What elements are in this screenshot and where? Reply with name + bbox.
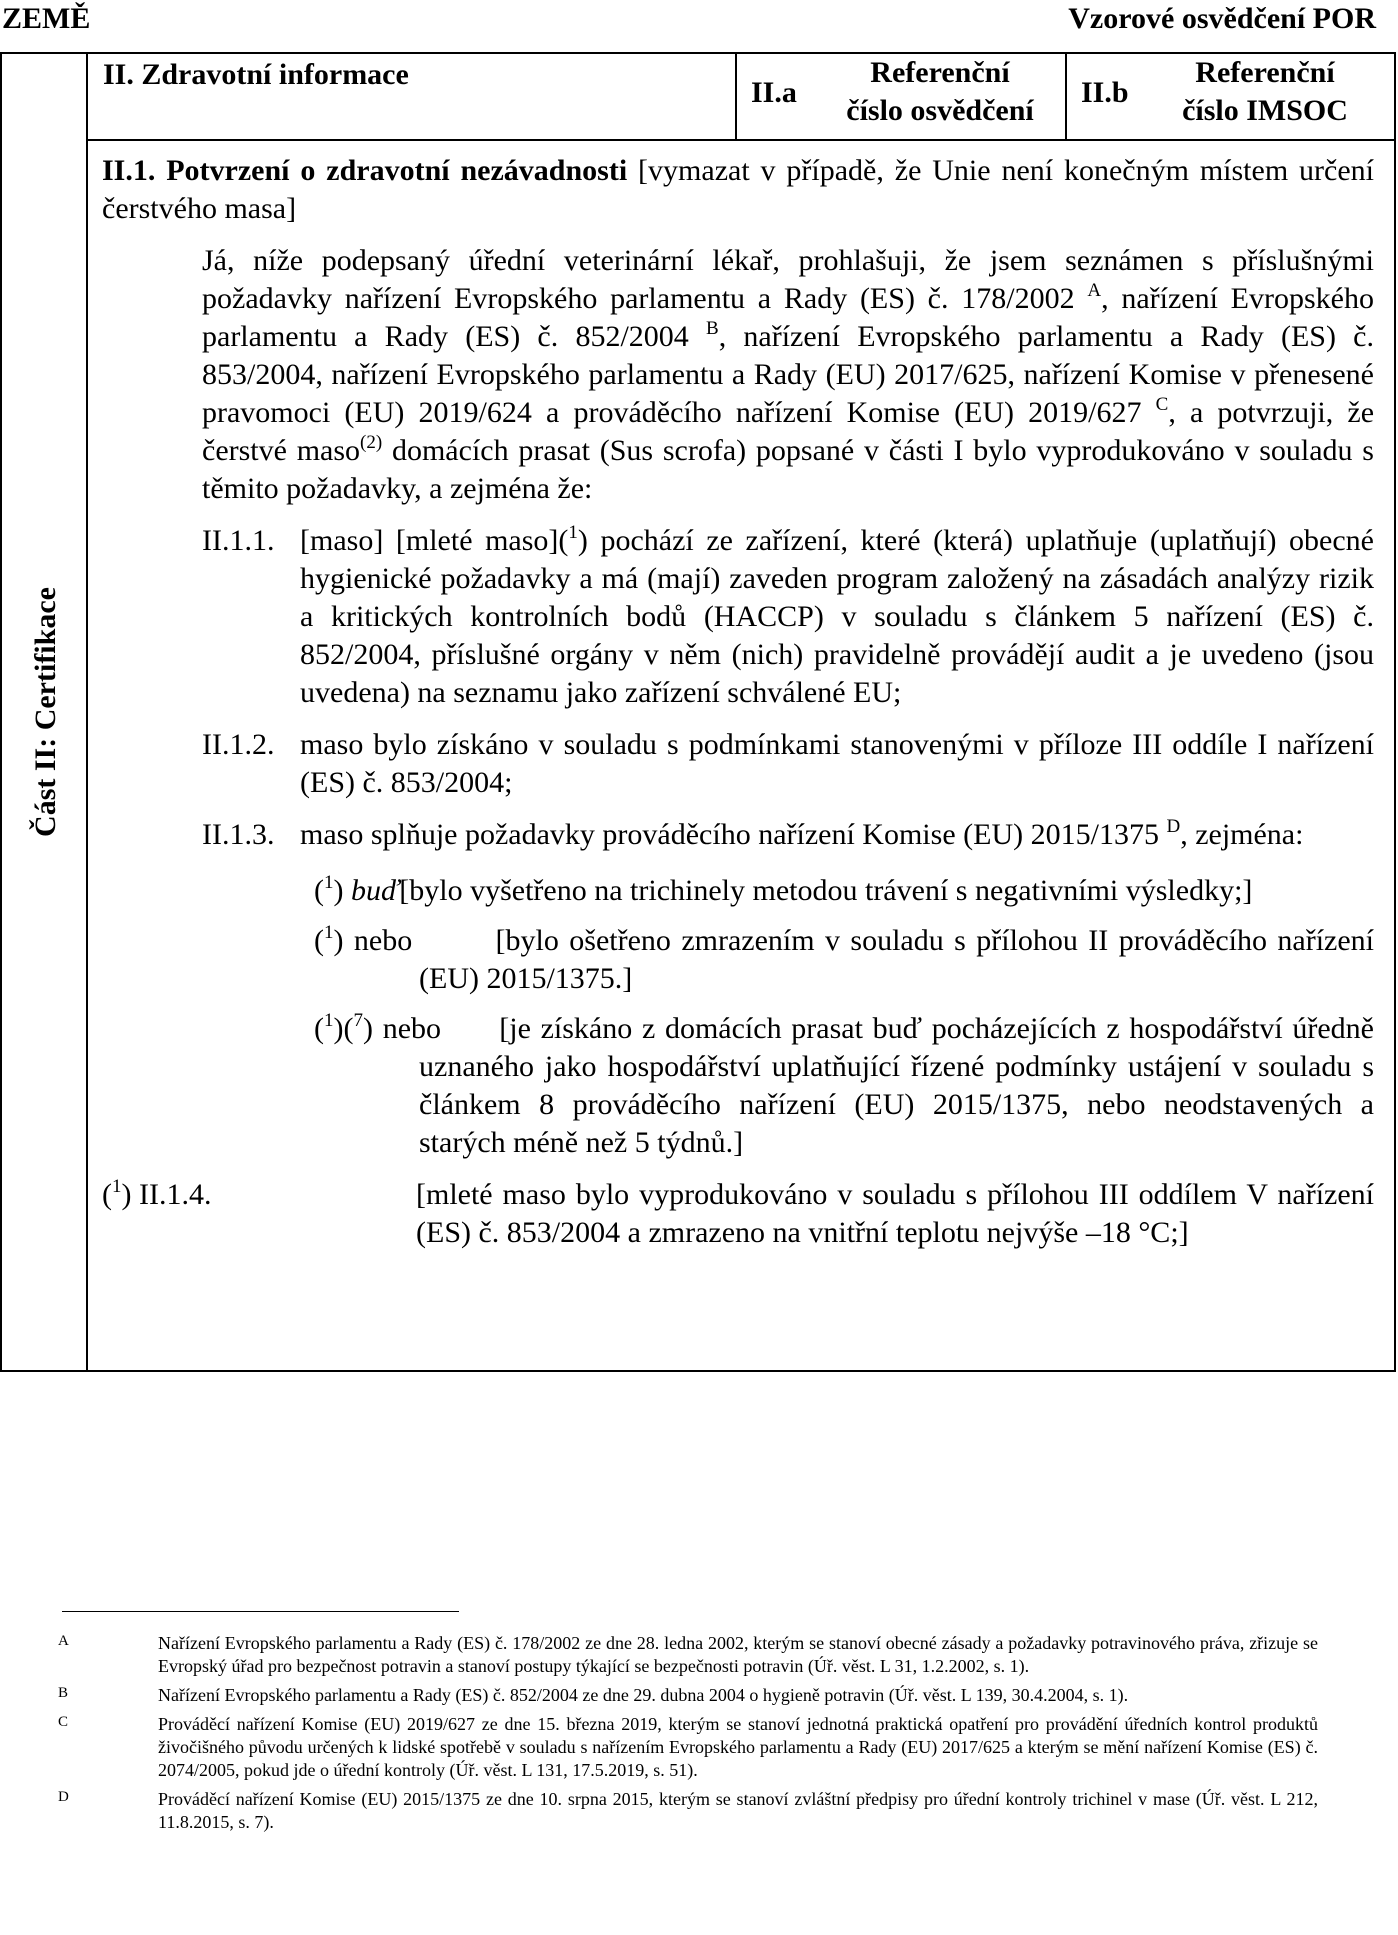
footnote-a xyxy=(0,1632,1398,1678)
option-text: [je získáno z domácích prasat buď pocházejících z hospodářství úředně uznaného jako hospodářství uplatňující řízené podmínky ustájení v souladu s článkem 8 prováděcího nařízení (EU) 2015/1375, nebo neodstavených a starých méně než 5 týdnů.] xyxy=(419,1012,1374,1159)
footnote-mark: A xyxy=(58,1633,69,1649)
section-heading-title: II.1. Potvrzení o zdravotní nezávadnosti xyxy=(102,154,628,187)
footnote-d xyxy=(0,1788,1398,1834)
section-heading xyxy=(102,152,1374,228)
option-keyword: nebo xyxy=(382,1012,442,1045)
note-ref-7: 7 xyxy=(353,1010,363,1031)
clause-number: II.1.1. xyxy=(202,524,275,557)
declaration-text: domácích prasat (Sus scrofa) popsané v části I bylo vyprodukováno v souladu s těmito požadavky, a zejména že: xyxy=(202,434,1374,505)
section-heading-note: [vymazat v případě, že Unie není konečným místem určení čerstvého masa] xyxy=(102,154,1375,225)
clause-ii-1-3 xyxy=(202,816,1374,854)
note-ref-1: 1 xyxy=(568,522,578,543)
declaration-text: , nařízení Evropského parlamentu a Rady (ES) č. 852/2004 xyxy=(202,282,1374,353)
footnote-text: Nařízení Evropského parlamentu a Rady (ES) č. 178/2002 ze dne 28. ledna 2002, kterým se stanoví obecné zásady a požadavky potravinového práva, zřizuje se Evropský úřad pro bezpečnost potravin a stanoví postupy týkající se bezpečnosti potravin (Úř. věst. L 31, 1.2.2002, s. 1). xyxy=(158,1633,1318,1676)
footnote-mark: D xyxy=(58,1789,69,1805)
clause-text: [mleté maso bylo vyprodukováno v souladu s přílohou III oddílem V nařízení (ES) č. 853/2004 a zmrazeno na vnitřní teplotu nejvýše –18 °C;] xyxy=(416,1178,1374,1249)
clause-text: maso bylo získáno v souladu s podmínkami stanovenými v příloze III oddíle I nařízení (ES) č. 853/2004; xyxy=(300,728,1374,799)
footnotes xyxy=(0,1632,1398,1840)
side-label-container xyxy=(10,54,82,1370)
side-column-divider xyxy=(86,54,88,1370)
certificate-body xyxy=(102,152,1374,1252)
note-ref-1: 1 xyxy=(324,872,334,893)
declaration-text: Já, níže podepsaný úřední veterinární lékař, prohlašuji, že jsem seznámen s příslušnými požadavky nařízení Evropského parlamentu a Rady (ES) č. 178/2002 xyxy=(202,244,1374,315)
clause-text: ) pochází ze zařízení, které (která) uplatňuje (uplatňují) obecné hygienické požadavky a má (mají) zaveden program založený na zásadách analýzy rizik a kritických kontrolních bodů (HACCP) v souladu s článkem 5 nařízení (ES) č. 852/2004, příslušné orgány v něm (nich) pravidelně provádějí audit a je uvedeno (jsou uvedena) na seznamu jako zařízení schválené EU; xyxy=(300,524,1374,709)
option-or-holding: ($^1$)($^7$) nebo [je získáno z domácích prasat buď pocházejících z hospodářství úředně uznaného jako hospodářství uplatňující řízené podmínky ustájení v souladu s článkem 8 prováděcího nařízení (EU) 2015/1375, nebo neodstavených a starých méně než 5 týdnů.] xyxy=(314,1010,1374,1159)
ref-imsoc-label-line1: Referenční xyxy=(1195,56,1335,89)
note-ref-1: 1 xyxy=(324,922,334,943)
clause-number: ($^1$) II.1.4. xyxy=(102,1176,212,1211)
ref-imsoc-code: II.b xyxy=(1081,76,1129,109)
option-or-freezing: ($^1$) nebo [bylo ošetřeno zmrazením v souladu s přílohou II prováděcího nařízení (EU) 2015/1375.] xyxy=(314,922,1374,995)
footnote-ref-b: B xyxy=(706,318,719,339)
ref-cert-code: II.a xyxy=(751,76,797,109)
declaration-paragraph xyxy=(202,242,1374,508)
section-header-row xyxy=(88,54,1394,141)
ref-cert-box xyxy=(735,54,1065,139)
option-text: [bylo ošetřeno zmrazením v souladu s přílohou II prováděcího nařízení (EU) 2015/1375.] xyxy=(419,924,1374,995)
ref-imsoc-box xyxy=(1065,54,1398,139)
footnote-text: Prováděcí nařízení Komise (EU) 2019/627 ze dne 15. března 2019, kterým se stanoví jednotná praktická opatření pro provádění úředních kontrol produktů živočišného původu určených k lidské spotřebě v souladu s nařízením Evropského parlamentu a Rady (EU) 2017/625 a kterým se mění nařízení Komise (ES) č. 2074/2005, pokud jde o úřední kontroly (Úř. věst. L 131, 17.5.2019, s. 51). xyxy=(158,1714,1318,1780)
ref-imsoc-label xyxy=(1149,54,1381,130)
footnote-ref-c: C xyxy=(1155,394,1169,415)
footnote-ref-a: A xyxy=(1087,280,1102,301)
side-label: Část II: Certifikace xyxy=(29,587,62,837)
declaration-text: , a potvrzuji, že čerstvé maso xyxy=(202,396,1375,467)
footnote-c xyxy=(0,1713,1398,1782)
ref-cert-label xyxy=(815,54,1065,130)
footnote-b xyxy=(0,1684,1398,1707)
footnote-mark: B xyxy=(58,1685,69,1701)
clause-number: II.1.3. xyxy=(202,818,275,851)
clause-text: maso splňuje požadavky prováděcího nařízení Komise (EU) 2015/1375 xyxy=(300,818,1159,851)
footnote-text: Prováděcí nařízení Komise (EU) 2015/1375 ze dne 10. srpna 2015, kterým se stanoví zvláštní předpisy pro úřední kontroly trichinel v mase (Úř. věst. L 212, 11.8.2015, s. 7). xyxy=(158,1789,1318,1832)
model-certificate-title: Vzorové osvědčení POR xyxy=(1068,2,1376,35)
ref-cert-label-line1: Referenční xyxy=(870,56,1010,89)
option-keyword: buď xyxy=(351,874,400,907)
option-text: [bylo vyšetřeno na trichinely metodou trávení s negativními výsledky;] xyxy=(399,874,1253,907)
footnote-text: Nařízení Evropského parlamentu a Rady (ES) č. 852/2004 ze dne 29. dubna 2004 o hygieně potravin (Úř. věst. L 139, 30.4.2004, s. 1). xyxy=(158,1685,1129,1705)
option-keyword: nebo xyxy=(353,924,413,957)
ref-imsoc-label-line2: číslo IMSOC xyxy=(1182,94,1348,127)
footnote-separator xyxy=(62,1611,459,1612)
ref-cert-label-line2: číslo osvědčení xyxy=(846,94,1034,127)
country-header: ZEMĚ xyxy=(2,2,91,35)
certificate-frame xyxy=(0,52,1396,1372)
footnote-ref-d: D xyxy=(1166,816,1181,837)
clause-text: , zejména: xyxy=(1180,818,1304,851)
clause-ii-1-1 xyxy=(202,522,1374,712)
note-ref-1: 1 xyxy=(112,1176,122,1197)
clause-number-text: II.1.4. xyxy=(139,1178,212,1211)
clause-ii-1-4 xyxy=(102,1176,1374,1252)
option-either: ($^1$) buď[bylo vyšetřeno na trichinely metodou trávení s negativními výsledky;] xyxy=(314,872,1253,907)
clause-ii-1-2 xyxy=(202,726,1374,802)
section-title: II. Zdravotní informace xyxy=(103,58,409,91)
footnote-mark: C xyxy=(58,1714,69,1730)
clause-number: II.1.2. xyxy=(202,728,275,761)
note-ref-2: (2) xyxy=(360,432,383,453)
note-ref-1: 1 xyxy=(324,1010,334,1031)
declaration-text: , nařízení Evropského parlamentu a Rady (ES) č. 853/2004, nařízení Evropského parlamentu a Rady (EU) 2017/625, nařízení Komise v přenesené pravomoci (EU) 2019/624 a prováděcího nařízení Komise (EU) 2019/627 xyxy=(202,320,1374,429)
clause-text: [maso] [mleté maso]( xyxy=(300,524,569,557)
